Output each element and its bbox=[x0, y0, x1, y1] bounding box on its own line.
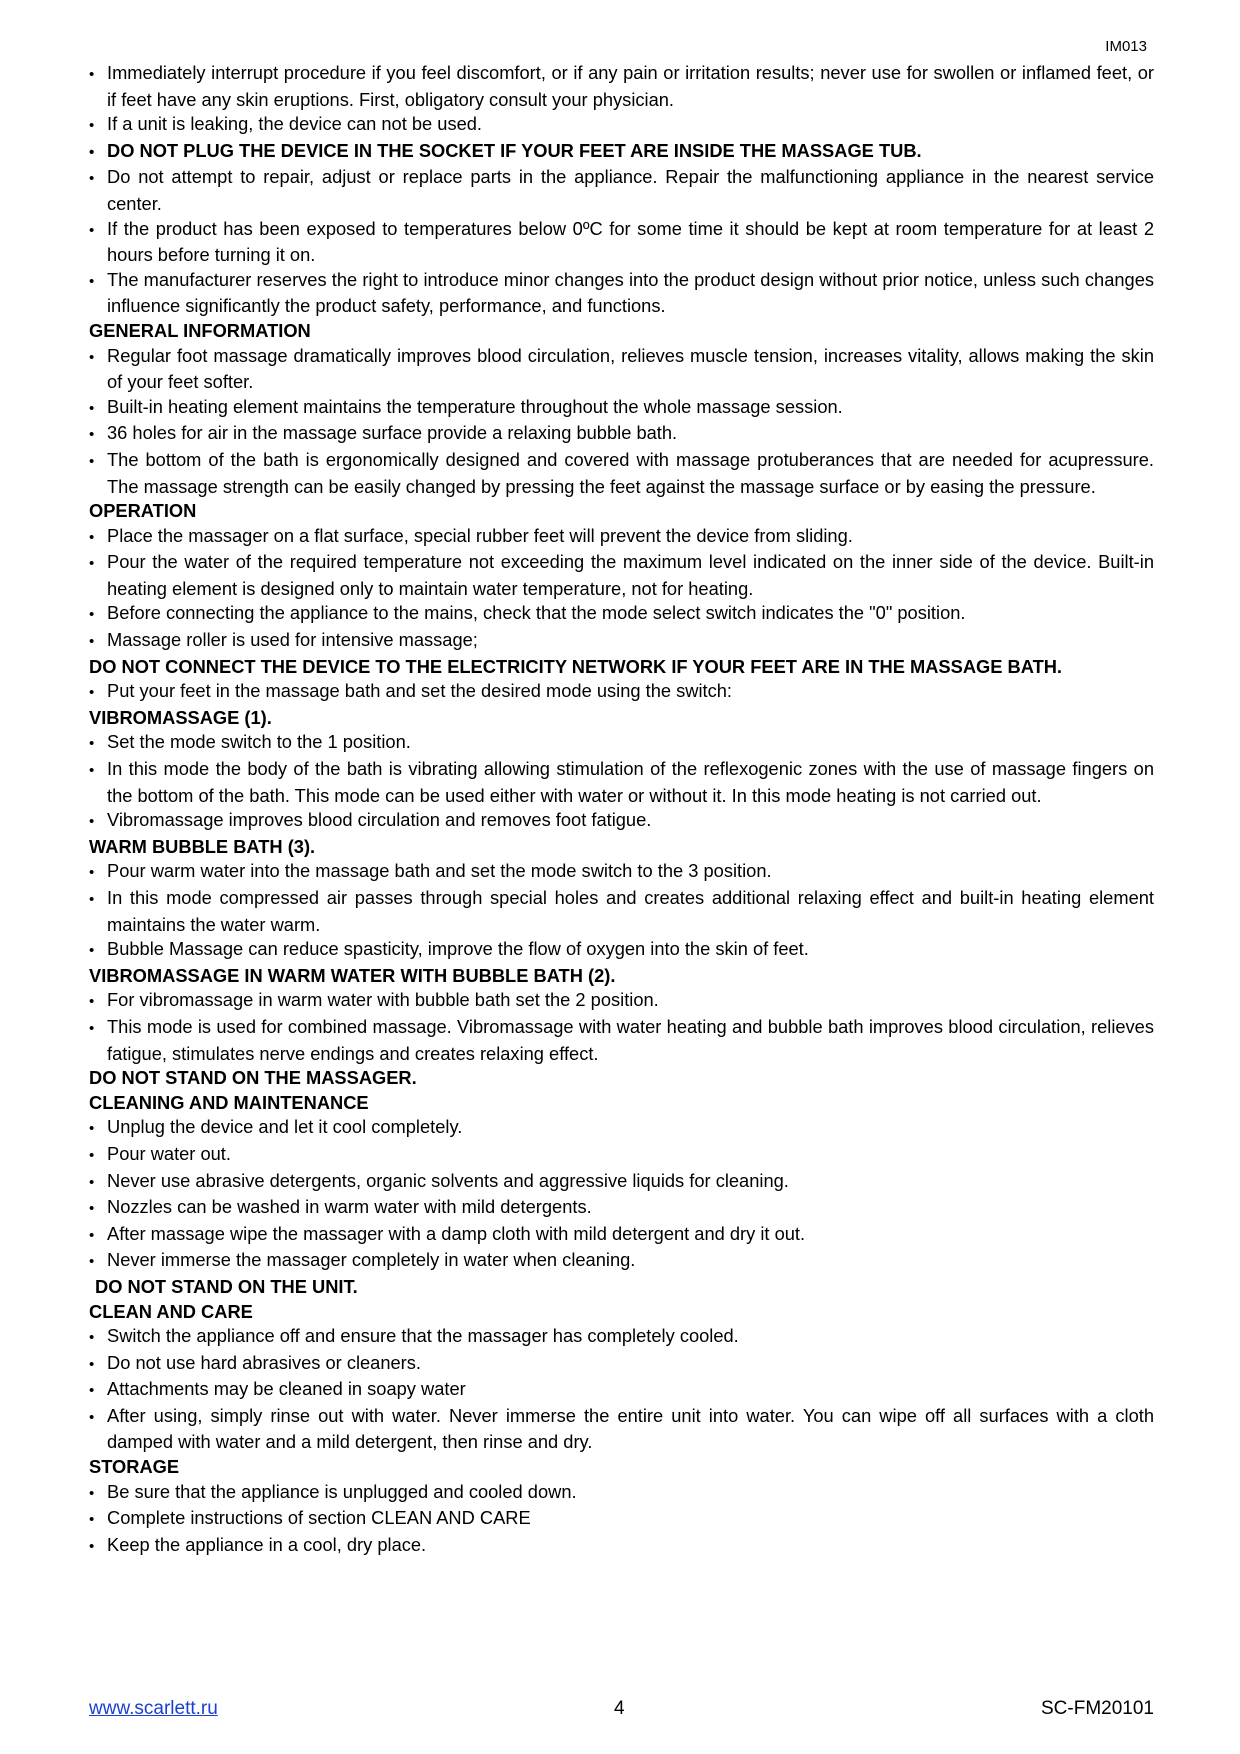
section-heading: VIBROMASSAGE (1). bbox=[89, 706, 272, 728]
list-item: • Never immerse the massager completely in water when cleaning. bbox=[89, 1248, 1154, 1275]
list-item: • The bottom of the bath is ergonomically designed and covered with massage protuberances that are needed for acupressure. The massage strength can be easily changed by pressing the feet against the massage surface or by easing the pressure. bbox=[89, 448, 1154, 499]
list-item: • If the product has been exposed to temperatures below 0ºC for some time it should be kept at room temperature for at least 2 hours before turning it on. bbox=[89, 217, 1154, 268]
list-item: • Nozzles can be washed in warm water with mild detergents. bbox=[89, 1195, 1154, 1222]
list-item: • Keep the appliance in a cool, dry place. bbox=[89, 1533, 1154, 1560]
list-item: • Pour water out. bbox=[89, 1142, 1154, 1169]
list-item: • Immediately interrupt procedure if you feel discomfort, or if any pain or irritation results; never use for swollen or inflamed feet, or if feet have any skin eruptions. First, obligatory consult your physician. bbox=[89, 61, 1154, 112]
website-link[interactable]: www.scarlett.ru bbox=[89, 1698, 218, 1719]
list-item: • Before connecting the appliance to the mains, check that the mode select switch indicates the "0" position. bbox=[89, 601, 1154, 628]
section-heading: CLEANING AND MAINTENANCE bbox=[89, 1091, 369, 1113]
page-number: 4 bbox=[614, 1698, 625, 1719]
list-item: • Pour the water of the required temperature not exceeding the maximum level indicated on the inner side of the device. Built-in heating element is designed only to maintain water temperature, not for heating. bbox=[89, 550, 1154, 601]
list-item: • In this mode compressed air passes through special holes and creates additional relaxing effect and built-in heating element maintains the water warm. bbox=[89, 886, 1154, 937]
list-item: • Attachments may be cleaned in soapy water bbox=[89, 1377, 1154, 1404]
list-item: • Do not attempt to repair, adjust or replace parts in the appliance. Repair the malfunctioning appliance in the nearest service center. bbox=[89, 165, 1154, 216]
list-item: • After massage wipe the massager with a damp cloth with mild detergent and dry it out. bbox=[89, 1222, 1154, 1249]
list-item: • Built-in heating element maintains the temperature throughout the whole massage session. bbox=[89, 395, 1154, 422]
list-item: • After using, simply rinse out with water. Never immerse the entire unit into water. You can wipe off all surfaces with a cloth damped with water and a mild detergent, then rinse and dry. bbox=[89, 1404, 1154, 1455]
list-item: • In this mode the body of the bath is vibrating allowing stimulation of the reflexogenic zones with the use of massage fingers on the bottom of the bath. This mode can be used either with water or without it. In this mode heating is not carried out. bbox=[89, 757, 1154, 808]
list-item: • Do not use hard abrasives or cleaners. bbox=[89, 1351, 1154, 1378]
list-item: • 36 holes for air in the massage surface provide a relaxing bubble bath. bbox=[89, 421, 1154, 448]
section-heading: WARM BUBBLE BATH (3). bbox=[89, 835, 316, 857]
list-item: • Set the mode switch to the 1 position. bbox=[89, 730, 1154, 757]
list-item: • For vibromassage in warm water with bubble bath set the 2 position. bbox=[89, 988, 1154, 1015]
warning-text: DO NOT CONNECT THE DEVICE TO THE ELECTRICITY NETWORK IF YOUR FEET ARE IN THE MASSAGE BATH. bbox=[89, 655, 1063, 677]
list-item: • The manufacturer reserves the right to introduce minor changes into the product design without prior notice, unless such changes influence significantly the product safety, performance, and functions. bbox=[89, 268, 1154, 319]
list-item: • Bubble Massage can reduce spasticity, improve the flow of oxygen into the skin of feet. bbox=[89, 937, 1154, 964]
list-item: • Never use abrasive detergents, organic solvents and aggressive liquids for cleaning. bbox=[89, 1169, 1154, 1196]
section-heading: OPERATION bbox=[89, 500, 197, 522]
list-item-warning: • DO NOT PLUG THE DEVICE IN THE SOCKET IF YOUR FEET ARE INSIDE THE MASSAGE TUB. bbox=[89, 139, 1154, 166]
list-item: • This mode is used for combined massage. Vibromassage with water heating and bubble bath improves blood circulation, relieves fatigue, stimulates nerve endings and creates relaxing effect. bbox=[89, 1015, 1154, 1066]
list-item: • Regular foot massage dramatically improves blood circulation, relieves muscle tension, increases vitality, allows making the skin of your feet softer. bbox=[89, 344, 1154, 395]
list-item: • Complete instructions of section CLEAN AND CARE bbox=[89, 1506, 1154, 1533]
list-item: • Unplug the device and let it cool completely. bbox=[89, 1115, 1154, 1142]
section-heading: GENERAL INFORMATION bbox=[89, 319, 311, 341]
section-heading: DO NOT STAND ON THE UNIT. bbox=[95, 1275, 358, 1297]
manual-body bbox=[89, 61, 1154, 1559]
section-heading: STORAGE bbox=[89, 1456, 180, 1478]
section-heading: CLEAN AND CARE bbox=[89, 1300, 253, 1322]
list-item: • Massage roller is used for intensive massage; bbox=[89, 628, 1154, 655]
list-item: • Switch the appliance off and ensure that the massager has completely cooled. bbox=[89, 1324, 1154, 1351]
list-item: • If a unit is leaking, the device can not be used. bbox=[89, 112, 1154, 139]
list-item: • Pour warm water into the massage bath and set the mode switch to the 3 position. bbox=[89, 859, 1154, 886]
model-number: SC-FM20101 bbox=[1041, 1698, 1154, 1719]
document-code: IM013 bbox=[1105, 38, 1147, 55]
list-item: • Be sure that the appliance is unplugged and cooled down. bbox=[89, 1480, 1154, 1507]
list-item: • Place the massager on a flat surface, special rubber feet will prevent the device from sliding. bbox=[89, 524, 1154, 551]
list-item: • Vibromassage improves blood circulation and removes foot fatigue. bbox=[89, 808, 1154, 835]
section-heading: DO NOT STAND ON THE MASSAGER. bbox=[89, 1067, 417, 1089]
page-footer bbox=[89, 1698, 1154, 1724]
list-item: • Put your feet in the massage bath and set the desired mode using the switch: bbox=[89, 679, 1154, 706]
section-heading: VIBROMASSAGE IN WARM WATER WITH BUBBLE BATH (2). bbox=[89, 964, 616, 986]
